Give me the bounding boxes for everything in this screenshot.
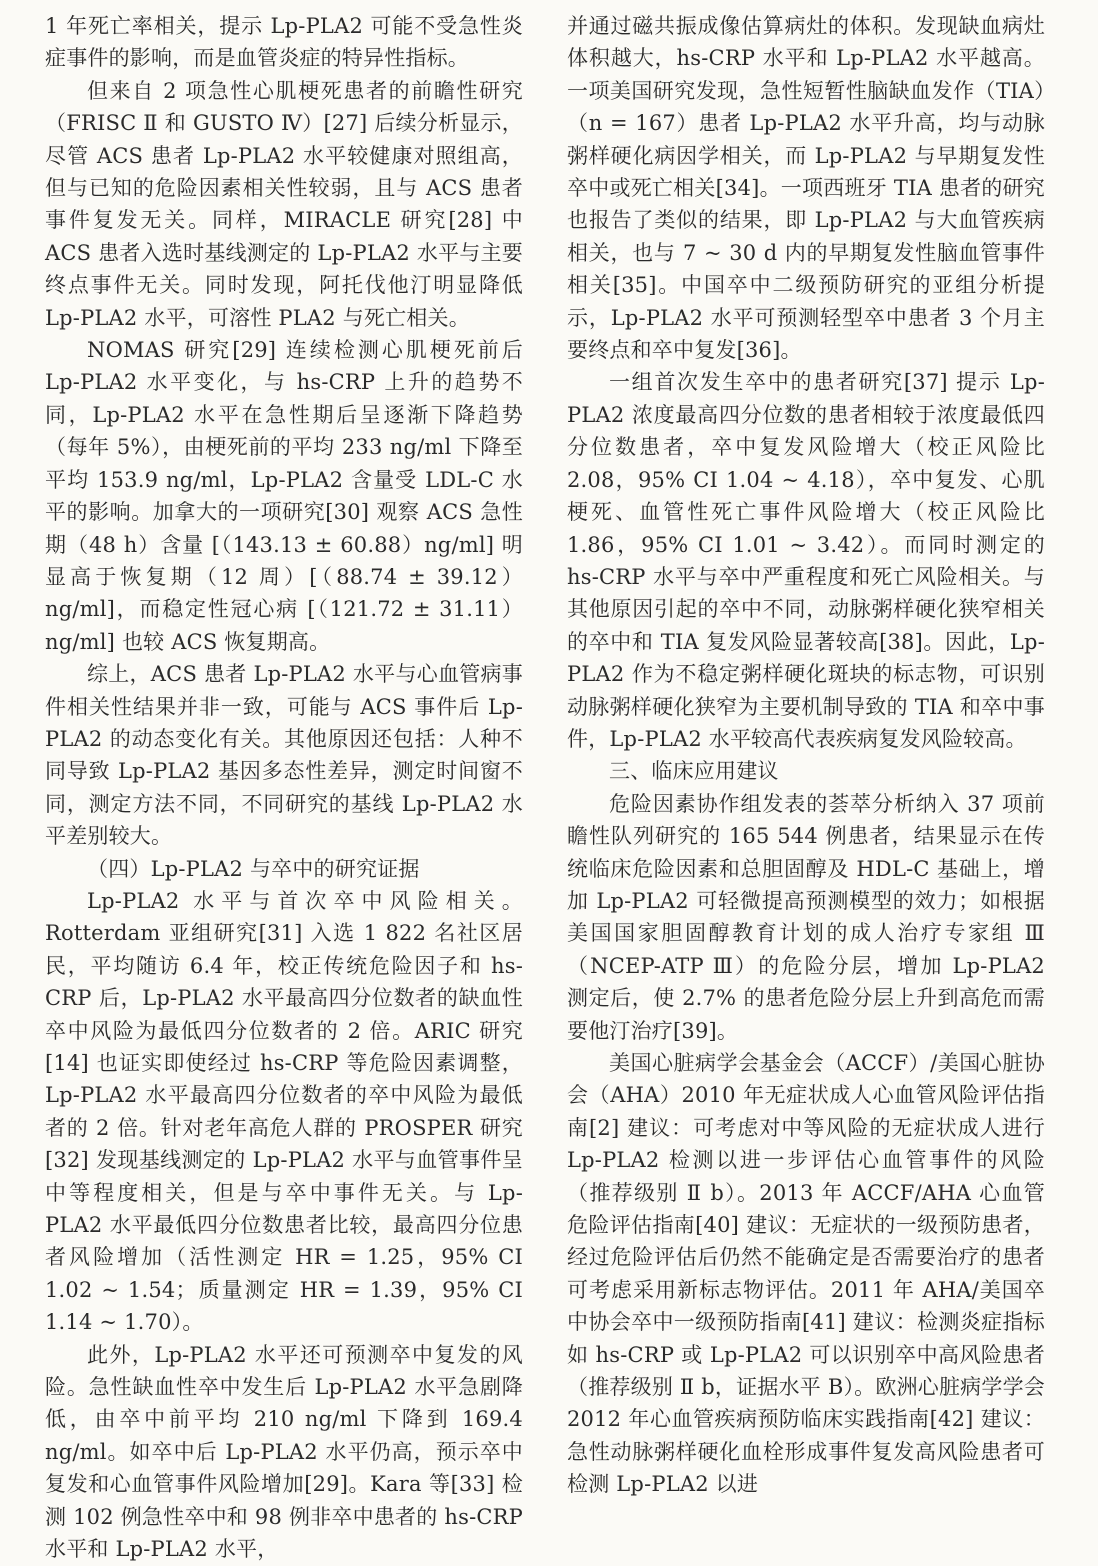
paragraph: 此外，Lp-PLA2 水平还可预测卒中复发的风险。急性缺血性卒中发生后 Lp-PLA2 水平急剧降低，由卒中前平均 210 ng/ml 下降到 169.4 ng/ml。如卒中后 Lp-PLA2 水平仍高，预示卒中复发和心血管事件风险增加[29]。Kara 等[33] 检测 102 例急性卒中和 98 例非卒中患者的 hs-CRP 水平和 Lp-PLA2 水平，: [45, 1342, 523, 1562]
right-column: [567, 10, 1045, 1501]
paragraph: 但来自 2 项急性心肌梗死患者的前瞻性研究（FRISC Ⅱ 和 GUSTO Ⅳ）[27] 后续分析显示，尽管 ACS 患者 Lp-PLA2 水平较健康对照组高，但与已知的危险因素相关性较弱，且与 ACS 患者事件复发无关。同样，MIRACLE 研究[28] 中 ACS 患者入选时基线测定的 Lp-PLA2 水平与主要终点事件无关。同时发现，阿托伐他汀明显降低 Lp-PLA2 水平，可溶性 PLA2 与死亡相关。: [45, 78, 523, 330]
paragraph: Lp-PLA2 水平与首次卒中风险相关。Rotterdam 亚组研究[31] 入选 1 822 名社区居民，平均随访 6.4 年，校正传统危险因子和 hs-CRP 后，Lp-PLA2 水平最高四分位数者的缺血性卒中风险为最低四分位数者的 2 倍。ARIC 研究[14] 也证实即使经过 hs-CRP 等危险因素调整，Lp-PLA2 水平最高四分位数者的卒中风险为最低者的 2 倍。针对老年高危人群的 PROSPER 研究[32] 发现基线测定的 Lp-PLA2 水平与血管事件呈中等程度相关，但是与卒中事件无关。与 Lp-PLA2 水平最低四分位数患者比较，最高四分位患者风险增加（活性测定 HR = 1.25，95% CI 1.02 ~ 1.54；质量测定 HR = 1.39，95% CI 1.14 ~ 1.70）。: [45, 888, 523, 1335]
paragraph: 一组首次发生卒中的患者研究[37] 提示 Lp-PLA2 浓度最高四分位数的患者相较于浓度最低四分位数患者，卒中复发风险增大（校正风险比 2.08，95% CI 1.04 ~ 4.18），卒中复发、心肌梗死、血管性死亡事件风险增大（校正风险比 1.86，95% CI 1.01 ~ 3.42）。而同时测定的 hs-CRP 水平与卒中严重程度和死亡风险相关。与其他原因引起的卒中不同，动脉粥样硬化狭窄相关的卒中和 TIA 复发风险显著较高[38]。因此，Lp-PLA2 作为不稳定粥样硬化斑块的标志物，可识别动脉粥样硬化狭窄为主要机制导致的 TIA 和卒中事件，Lp-PLA2 水平较高代表疾病复发风险较高。: [567, 370, 1045, 751]
left-column: [45, 10, 523, 1566]
paragraph: 综上，ACS 患者 Lp-PLA2 水平与心血管病事件相关性结果并非一致，可能与 ACS 事件后 Lp-PLA2 的动态变化有关。其他原因还包括：人种不同导致 Lp-PLA2 基因多态性差异，测定时间窗不同，测定方法不同，不同研究的基线 Lp-PLA2 水平差别较大。: [45, 662, 523, 849]
section-heading: （四）Lp-PLA2 与卒中的研究证据: [87, 856, 420, 881]
paragraph: 美国心脏病学会基金会（ACCF）/美国心脏协会（AHA）2010 年无症状成人心血管风险评估指南[2] 建议：可考虑对中等风险的无症状成人进行 Lp-PLA2 检测以进一步评估心血管事件的风险（推荐级别 Ⅱ b）。2013 年 ACCF/AHA 心血管危险评估指南[40] 建议：无症状的一级预防患者，经过危险评估后仍然不能确定是否需要治疗的患者可考虑采用新标志物评估。2011 年 AHA/美国卒中协会卒中一级预防指南[41] 建议：检测炎症指标如 hs-CRP 或 Lp-PLA2 可以识别卒中高风险患者（推荐级别 Ⅱ b，证据水平 B）。欧洲心脏病学学会 2012 年心血管疾病预防临床实践指南[42] 建议：急性动脉粥样硬化血栓形成事件复发高风险患者可检测 Lp-PLA2 以进: [567, 1051, 1045, 1497]
paragraph: 1 年死亡率相关，提示 Lp-PLA2 可能不受急性炎症事件的影响，而是血管炎症的特异性指标。: [45, 14, 523, 71]
paragraph: 并通过磁共振成像估算病灶的体积。发现缺血病灶体积越大，hs-CRP 水平和 Lp-PLA2 水平越高。一项美国研究发现，急性短暂性脑缺血发作（TIA）（n = 167）患者 Lp-PLA2 水平升高，均与动脉粥样硬化病因学相关，而 Lp-PLA2 与早期复发性卒中或死亡相关[34]。一项西班牙 TIA 患者的研究也报告了类似的结果，即 Lp-PLA2 与大血管疾病相关，也与 7 ~ 30 d 内的早期复发性脑血管事件相关[35]。中国卒中二级预防研究的亚组分析提示，Lp-PLA2 水平可预测轻型卒中患者 3 个月主要终点和卒中复发[36]。: [567, 14, 1045, 363]
section-heading: 三、临床应用建议: [609, 759, 779, 784]
paragraph: 危险因素协作组发表的荟萃分析纳入 37 项前瞻性队列研究的 165 544 例患者，结果显示在传统临床危险因素和总胆固醇及 HDL-C 基础上，增加 Lp-PLA2 可轻微提高预测模型的效力；如根据美国国家胆固醇教育计划的成人治疗专家组 Ⅲ（NCEP-ATP Ⅲ）的危险分层，增加 Lp-PLA2 测定后，使 2.7% 的患者危险分层上升到高危而需要他汀治疗[39]。: [567, 791, 1045, 1043]
paragraph: NOMAS 研究[29] 连续检测心肌梗死前后 Lp-PLA2 水平变化，与 hs-CRP 上升的趋势不同，Lp-PLA2 水平在急性期后呈逐渐下降趋势（每年 5%），由梗死前的平均 233 ng/ml 下降至平均 153.9 ng/ml，Lp-PLA2 含量受 LDL-C 水平的影响。加拿大的一项研究[30] 观察 ACS 急性期（48 h）含量 [（143.13 ± 60.88）ng/ml] 明显高于恢复期（12 周）[（88.74 ± 39.12）ng/ml]，而稳定性冠心病 [（121.72 ± 31.11）ng/ml] 也较 ACS 恢复期高。: [45, 338, 523, 654]
